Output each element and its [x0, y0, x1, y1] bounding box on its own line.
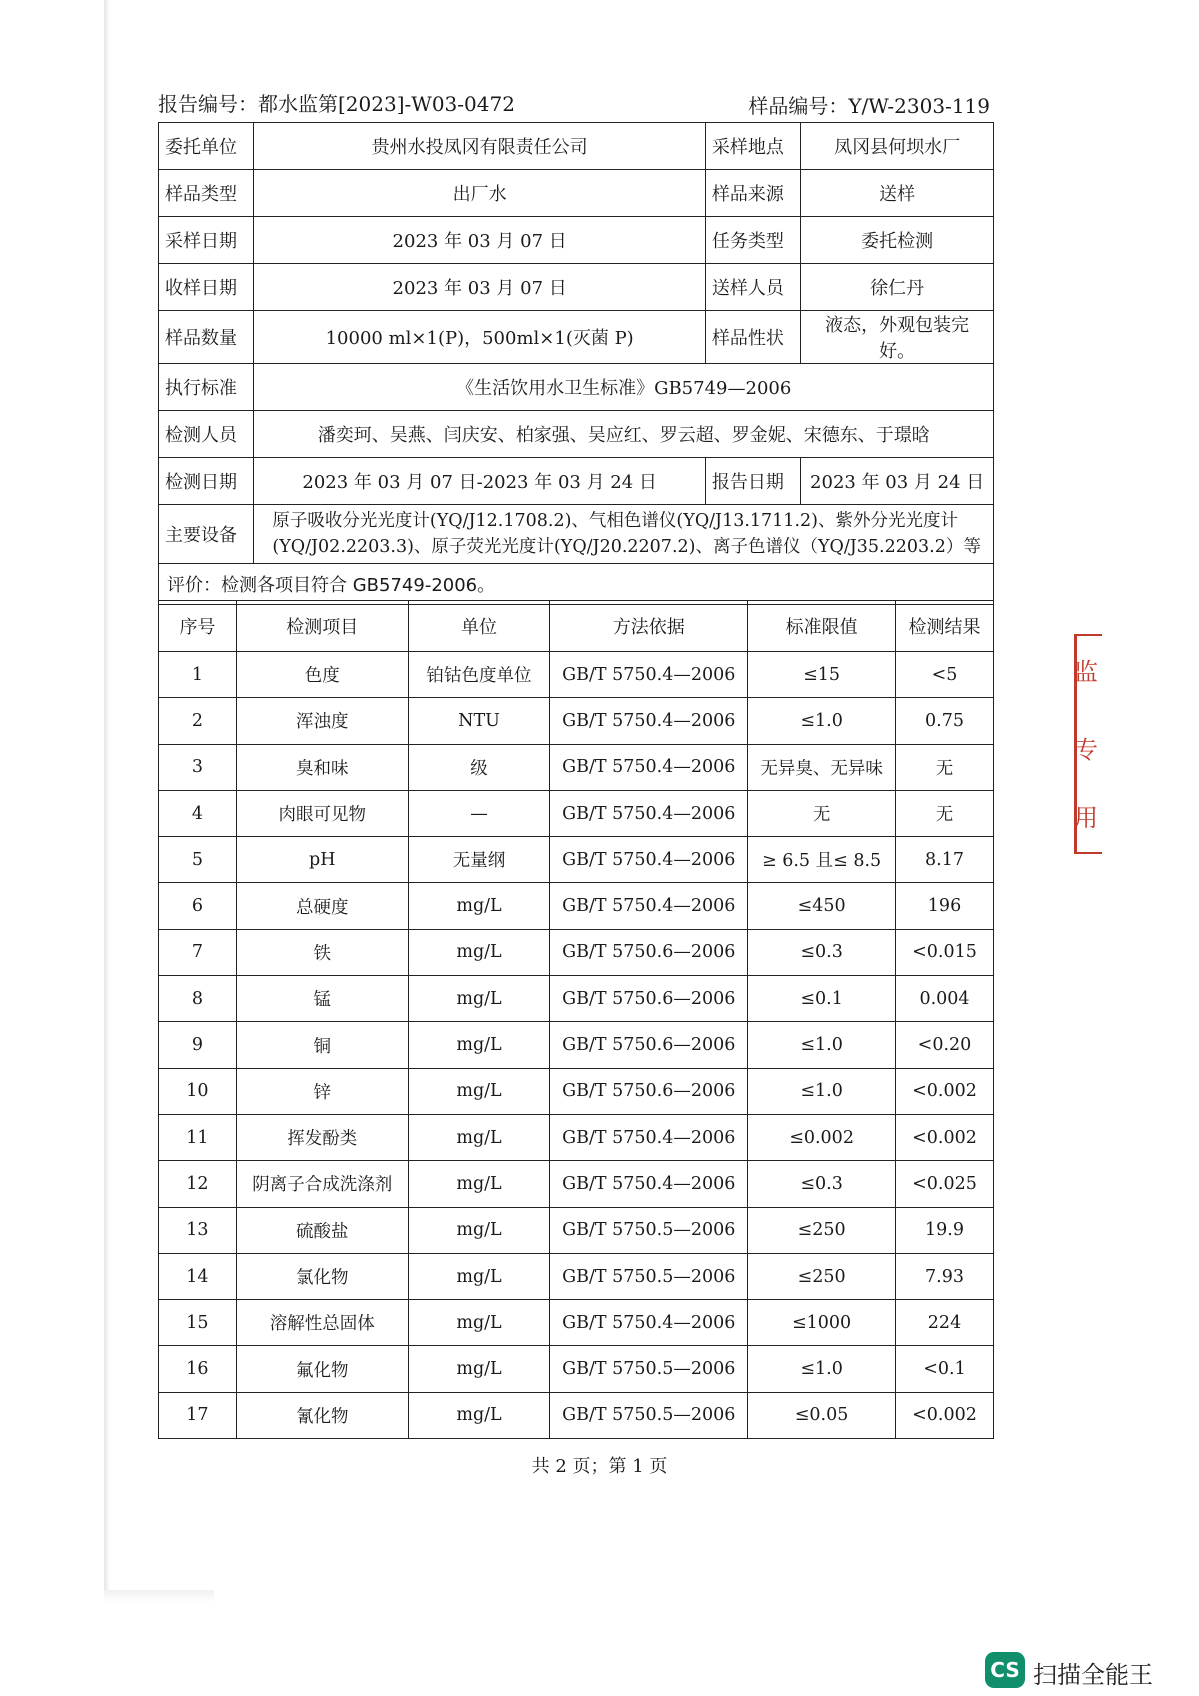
cell-result: 196 [896, 883, 994, 929]
info-row-standard [159, 364, 994, 411]
cell-item: 铁 [236, 929, 408, 975]
cell-item: 色度 [236, 652, 408, 698]
cell-method: GB/T 5750.4—2006 [550, 652, 748, 698]
cell-limit: ≤250 [748, 1253, 896, 1299]
cell-limit: ≤15 [748, 652, 896, 698]
cell-result: <0.002 [896, 1068, 994, 1114]
cell-item: pH [236, 837, 408, 883]
cell-unit: mg/L [408, 1346, 550, 1392]
cell-item: 锌 [236, 1068, 408, 1114]
sampling-site-value: 凤冈县何坝水厂 [801, 123, 994, 170]
submitter-value: 徐仁丹 [801, 264, 994, 311]
table-row [159, 652, 994, 698]
seal-char-1: 监 [1074, 658, 1098, 686]
table-row [159, 1253, 994, 1299]
cell-seq: 3 [159, 744, 237, 790]
quantity-label: 样品数量 [159, 311, 254, 364]
table-row [159, 698, 994, 744]
cell-limit: ≤1.0 [748, 698, 896, 744]
cell-method: GB/T 5750.6—2006 [550, 1068, 748, 1114]
cell-item: 硫酸盐 [236, 1207, 408, 1253]
table-row [159, 1114, 994, 1160]
cell-result: 19.9 [896, 1207, 994, 1253]
cell-seq: 9 [159, 1022, 237, 1068]
results-header-row [159, 601, 994, 652]
header-item: 检测项目 [236, 601, 408, 652]
receipt-date-value: 2023 年 03 月 07 日 [254, 264, 706, 311]
cell-limit: ≤0.05 [748, 1392, 896, 1438]
sampling-site-label: 采样地点 [705, 123, 800, 170]
scan-edge [104, 0, 110, 1600]
cell-unit: NTU [408, 698, 550, 744]
page-number: 共 2 页；第 1 页 [531, 1456, 668, 1477]
client-label: 委托单位 [159, 123, 254, 170]
cell-seq: 10 [159, 1068, 237, 1114]
table-row [159, 1161, 994, 1207]
cell-seq: 1 [159, 652, 237, 698]
cell-item: 臭和味 [236, 744, 408, 790]
table-row [159, 1392, 994, 1438]
table-row [159, 790, 994, 836]
cell-result: <0.015 [896, 929, 994, 975]
cell-unit: mg/L [408, 1161, 550, 1207]
results-body [159, 652, 994, 1439]
cell-seq: 5 [159, 837, 237, 883]
cell-seq: 13 [159, 1207, 237, 1253]
info-row-equipment [159, 505, 994, 564]
table-row [159, 1068, 994, 1114]
equipment-value [254, 505, 994, 564]
cell-result: <5 [896, 652, 994, 698]
cell-method: GB/T 5750.5—2006 [550, 1253, 748, 1299]
cell-method: GB/T 5750.4—2006 [550, 698, 748, 744]
cell-result: <0.002 [896, 1392, 994, 1438]
cell-seq: 8 [159, 976, 237, 1022]
cell-method: GB/T 5750.4—2006 [550, 1300, 748, 1346]
cell-limit: ≤250 [748, 1207, 896, 1253]
cell-unit: — [408, 790, 550, 836]
cell-item: 铜 [236, 1022, 408, 1068]
cell-item: 溶解性总固体 [236, 1300, 408, 1346]
sampling-date-label: 采样日期 [159, 217, 254, 264]
equipment-line-2: (YQ/J02.2203.3)、原子荧光光度计(YQ/J20.2207.2)、离子色谱仪（YQ/J35.2203.2）等 [272, 537, 981, 557]
cell-result: 224 [896, 1300, 994, 1346]
cell-unit: mg/L [408, 1300, 550, 1346]
cell-result: 无 [896, 744, 994, 790]
task-type-label: 任务类型 [705, 217, 800, 264]
info-row-sampling-date [159, 217, 994, 264]
header-seq: 序号 [159, 601, 237, 652]
submitter-label: 送样人员 [705, 264, 800, 311]
cell-seq: 12 [159, 1161, 237, 1207]
table-row [159, 1300, 994, 1346]
cell-method: GB/T 5750.4—2006 [550, 790, 748, 836]
table-row [159, 837, 994, 883]
cell-method: GB/T 5750.6—2006 [550, 976, 748, 1022]
info-row-client [159, 123, 994, 170]
cell-unit: mg/L [408, 1392, 550, 1438]
cell-unit: 铂钴色度单位 [408, 652, 550, 698]
evaluation-text: 评价：检测各项目符合 GB5749-2006。 [159, 564, 994, 605]
table-row [159, 883, 994, 929]
cell-unit: 级 [408, 744, 550, 790]
cell-method: GB/T 5750.4—2006 [550, 1161, 748, 1207]
header-unit: 单位 [408, 601, 550, 652]
table-row [159, 976, 994, 1022]
cell-unit: mg/L [408, 929, 550, 975]
standard-label: 执行标准 [159, 364, 254, 411]
table-row [159, 1207, 994, 1253]
cell-unit: mg/L [408, 976, 550, 1022]
cell-limit: ≤1.0 [748, 1068, 896, 1114]
results-table [158, 600, 994, 1439]
info-row-quantity [159, 311, 994, 364]
cell-item: 挥发酚类 [236, 1114, 408, 1160]
cell-result: 无 [896, 790, 994, 836]
cell-seq: 11 [159, 1114, 237, 1160]
cell-unit: mg/L [408, 1207, 550, 1253]
cell-unit: mg/L [408, 1068, 550, 1114]
sample-source-label: 样品来源 [705, 170, 800, 217]
cell-limit: ≤1.0 [748, 1346, 896, 1392]
receipt-date-label: 收样日期 [159, 264, 254, 311]
cell-method: GB/T 5750.4—2006 [550, 1114, 748, 1160]
report-date-label: 报告日期 [705, 458, 800, 505]
cell-result: <0.025 [896, 1161, 994, 1207]
report-date-value: 2023 年 03 月 24 日 [801, 458, 994, 505]
cell-limit: ≤0.3 [748, 929, 896, 975]
info-row-receipt-date [159, 264, 994, 311]
equipment-label: 主要设备 [159, 505, 254, 564]
inspectors-value: 潘奕珂、吴燕、闫庆安、柏家强、吴应红、罗云超、罗金妮、宋德东、于璟晗 [254, 411, 994, 458]
seal-char-2: 专 [1074, 736, 1098, 764]
sample-type-label: 样品类型 [159, 170, 254, 217]
cell-unit: 无量纲 [408, 837, 550, 883]
sample-source-value: 送样 [801, 170, 994, 217]
header-limit: 标准限值 [748, 601, 896, 652]
cell-method: GB/T 5750.5—2006 [550, 1392, 748, 1438]
sample-type-value: 出厂水 [254, 170, 706, 217]
sample-number: 样品编号：Y/W-2303-119 [748, 94, 990, 118]
cell-item: 阴离子合成洗涤剂 [236, 1161, 408, 1207]
watermark-text: 扫描全能王 [1033, 1661, 1153, 1689]
quantity-value: 10000 ml×1(P)，500ml×1(灭菌 P) [254, 311, 706, 364]
cell-method: GB/T 5750.4—2006 [550, 744, 748, 790]
cell-item: 锰 [236, 976, 408, 1022]
cell-item: 氯化物 [236, 1253, 408, 1299]
cell-limit: ≤0.3 [748, 1161, 896, 1207]
cell-seq: 14 [159, 1253, 237, 1299]
cell-unit: mg/L [408, 883, 550, 929]
sample-info-table [158, 122, 994, 605]
test-date-label: 检测日期 [159, 458, 254, 505]
cell-limit: ≥ 6.5 且≤ 8.5 [748, 837, 896, 883]
cell-limit: ≤0.1 [748, 976, 896, 1022]
cell-seq: 17 [159, 1392, 237, 1438]
cell-unit: mg/L [408, 1022, 550, 1068]
cell-item: 肉眼可见物 [236, 790, 408, 836]
cell-seq: 4 [159, 790, 237, 836]
cell-seq: 7 [159, 929, 237, 975]
cell-result: <0.002 [896, 1114, 994, 1160]
cell-result: 8.17 [896, 837, 994, 883]
report-header [158, 88, 990, 118]
task-type-value: 委托检测 [801, 217, 994, 264]
info-row-inspectors [159, 411, 994, 458]
cell-unit: mg/L [408, 1114, 550, 1160]
camscanner-logo-icon: CS [985, 1652, 1025, 1688]
info-row-evaluation [159, 564, 994, 605]
seal-char-3: 用 [1074, 804, 1098, 832]
client-value: 贵州水投凤冈有限责任公司 [254, 123, 706, 170]
table-row [159, 1346, 994, 1392]
cell-result: <0.20 [896, 1022, 994, 1068]
cell-limit: 无异臭、无异味 [748, 744, 896, 790]
cell-result: 0.004 [896, 976, 994, 1022]
cell-method: GB/T 5750.4—2006 [550, 883, 748, 929]
cell-seq: 2 [159, 698, 237, 744]
test-date-value: 2023 年 03 月 07 日-2023 年 03 月 24 日 [254, 458, 706, 505]
info-row-type [159, 170, 994, 217]
seal-stamp [1074, 634, 1102, 854]
cell-limit: ≤450 [748, 883, 896, 929]
equipment-line-1: 原子吸收分光光度计(YQ/J12.1708.2)、气相色谱仪(YQ/J13.1711.2)、紫外分光光度计 [272, 511, 958, 531]
table-row [159, 744, 994, 790]
cell-limit: ≤0.002 [748, 1114, 896, 1160]
cell-item: 浑浊度 [236, 698, 408, 744]
cell-result: <0.1 [896, 1346, 994, 1392]
cell-method: GB/T 5750.5—2006 [550, 1346, 748, 1392]
condition-value: 液态，外观包装完好。 [801, 311, 994, 364]
cell-method: GB/T 5750.4—2006 [550, 837, 748, 883]
cell-limit: ≤1000 [748, 1300, 896, 1346]
cell-method: GB/T 5750.6—2006 [550, 929, 748, 975]
cell-result: 0.75 [896, 698, 994, 744]
cell-seq: 6 [159, 883, 237, 929]
header-method: 方法依据 [550, 601, 748, 652]
scanner-watermark [985, 1652, 1185, 1690]
table-row [159, 1022, 994, 1068]
table-row [159, 929, 994, 975]
cell-method: GB/T 5750.5—2006 [550, 1207, 748, 1253]
info-row-test-date [159, 458, 994, 505]
cell-limit: 无 [748, 790, 896, 836]
cell-item: 氰化物 [236, 1392, 408, 1438]
cell-method: GB/T 5750.6—2006 [550, 1022, 748, 1068]
report-number: 报告编号：都水监第[2023]-W03-0472 [158, 92, 515, 116]
standard-value: 《生活饮用水卫生标准》GB5749—2006 [254, 364, 994, 411]
cell-result: 7.93 [896, 1253, 994, 1299]
cell-unit: mg/L [408, 1253, 550, 1299]
cell-seq: 16 [159, 1346, 237, 1392]
cell-item: 氟化物 [236, 1346, 408, 1392]
header-result: 检测结果 [896, 601, 994, 652]
inspectors-label: 检测人员 [159, 411, 254, 458]
cell-item: 总硬度 [236, 883, 408, 929]
scan-edge-bottom [104, 1590, 214, 1602]
cell-seq: 15 [159, 1300, 237, 1346]
sampling-date-value: 2023 年 03 月 07 日 [254, 217, 706, 264]
condition-label: 样品性状 [705, 311, 800, 364]
cell-limit: ≤1.0 [748, 1022, 896, 1068]
